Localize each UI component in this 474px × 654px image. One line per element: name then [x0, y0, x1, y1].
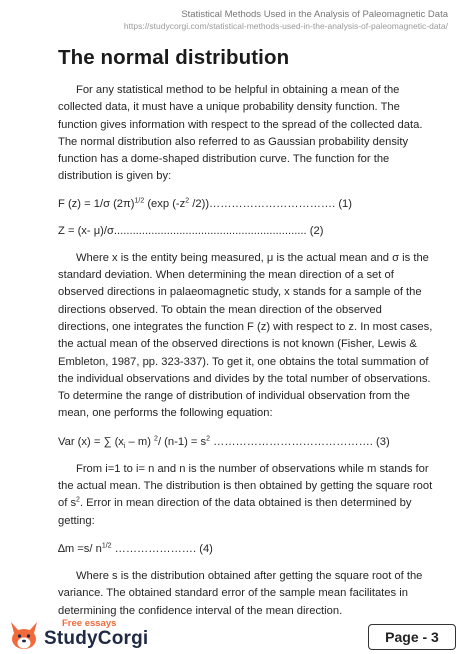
corgi-icon: [6, 618, 42, 652]
equation-1: F (z) = 1/σ $(2\pi)^{1/2}$ (exp ($-z^2$ /2))……………………………. (1): [58, 197, 352, 210]
paragraph-definitions: Where x is the entity being measured, μ is the actual mean and σ is the standard deviation. When determining the mean direction of a set of observed directions in palaeomagnetic study, x stands for a sample of the directions observed. To obtain the mean direction of the observed directions, one integrates the function F (z) with respect to z. In most cases, the actual mean of the observed directions is not known (Fisher, Lewis & Embleton, 1987, pp. 323-337). To get it, one obtains the total summation of the individual observations and divides by the total number of observations. To determine the range of distribution of individual observation from the mean, one performs the following equation:: [58, 251, 433, 420]
document-title: Statistical Methods Used in the Analysis of Paleomagnetic Data: [181, 9, 448, 20]
section-title: The normal distribution: [58, 46, 290, 69]
studycorgi-logo[interactable]: [6, 618, 166, 652]
brand-tagline: Free essays: [62, 618, 117, 629]
page-number: Page - 3: [368, 624, 456, 650]
paragraph-range: From i=1 to i= n and n is the number of observations while m stands for the actual mean. The distribution is then obtained by getting the square root of $s^2$. Error in mean direction of the data obtained is then determined by getting:: [58, 462, 433, 527]
equation-3: Var (x) = ∑ $(x_i - m)$ $^2$/ $(n-1) = s^2$ ……………………………………. (3): [58, 435, 390, 450]
paragraph-intro: For any statistical method to be helpful in obtaining a mean of the collected data, it must have a unique probability density function. The function gives information with respect to the spread of the collected data. The normal distribution also referred to as Gaussian probability density function has a dome-shaped distribution curve. The function for the distribution is given by:: [58, 84, 423, 183]
equation-4: ∆m =s/ $n^{1/2}$ …………………. (4): [58, 542, 213, 555]
document-body: [58, 82, 434, 620]
equation-2: Z = (x- μ)/σ.............................................................. (2): [58, 224, 324, 237]
brand-name: StudyCorgi: [44, 628, 149, 649]
page-header: [124, 9, 448, 32]
paragraph-standard-error: Where s is the distribution obtained after getting the square root of the variance. The obtained standard error of the sample mean facilitates in determining the confidence interval of the mean direction.: [58, 569, 423, 617]
source-url[interactable]: https://studycorgi.com/statistical-methods-used-in-the-analysis-of-paleomagnetic-data/: [123, 21, 448, 31]
